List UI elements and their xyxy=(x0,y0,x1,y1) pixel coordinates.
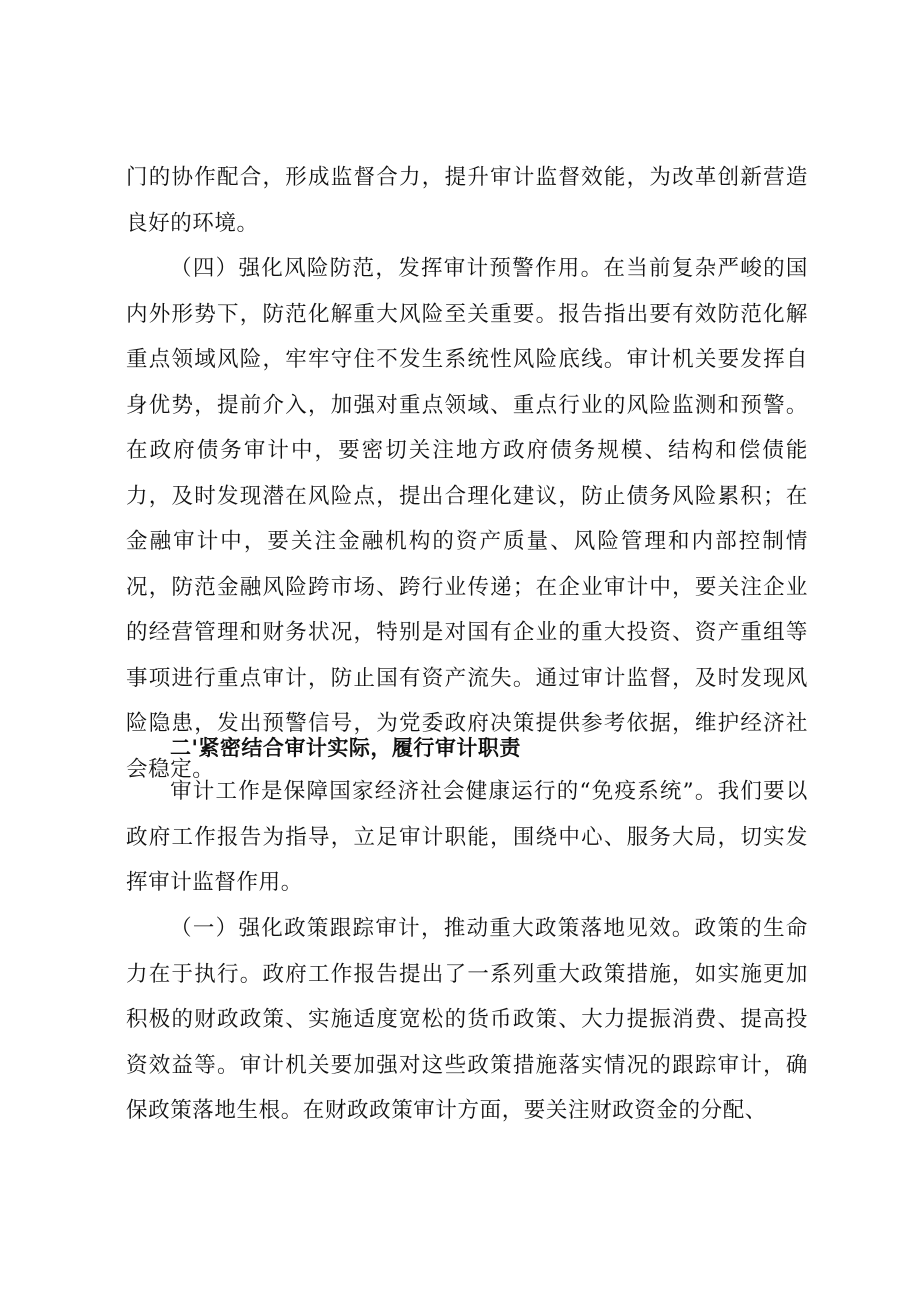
section-heading: 二'紧密结合审计实际，履行审计职责 xyxy=(170,736,521,760)
paragraph-risk-prevention: （四）强化风险防范，发挥审计预警作用。在当前复杂严峻的国内外形势下，防范化解重大风险至关重要。报告指出要有效防范化解重点领域风险，牢牢守住不发生系统性风险底线。审计机关要发挥自身优势，提前介入，加强对重点领域、重点行业的风险监测和预警。在政府债务审计中，要密切关注地方政府债务规模、结构和偿债能力，及时发现潜在风险点，提出合理化建议，防止债务风险累积；在金融审计中，要关注金融机构的资产质量、风险管理和内部控制情况，防范金融风险跨市场、跨行业传递；在企业审计中，要关注企业的经营管理和财务状况，特别是对国有企业的重大投资、资产重组等事项进行重点审计，防止国有资产流失。通过审计监督，及时发现风险隐患，发出预警信号，为党委政府决策提供参考依据，维护经济社会稳定。 xyxy=(126,256,808,782)
paragraph-continuation: 门的协作配合，形成监督合力，提升审计监督效能，为改革创新营造良好的环境。 xyxy=(126,165,808,236)
paragraph-policy-tracking: （一）强化政策跟踪审计，推动重大政策落地见效。政策的生命力在于执行。政府工作报告提出了一系列重大政策措施，如实施更加积极的财政政策、实施适度宽松的货币政策、大力提振消费、提高投资效益等。审计机关要加强对这些政策措施落实情况的跟踪审计，确保政策落地生根。在财政政策审计方面，要关注财政资金的分配、 xyxy=(126,916,808,1123)
paragraph-audit-intro: 审计工作是保障国家经济社会健康运行的“免疫系统”。我们要以政府工作报告为指导，立足审计职能，围绕中心、服务大局，切实发挥审计监督作用。 xyxy=(126,779,808,895)
